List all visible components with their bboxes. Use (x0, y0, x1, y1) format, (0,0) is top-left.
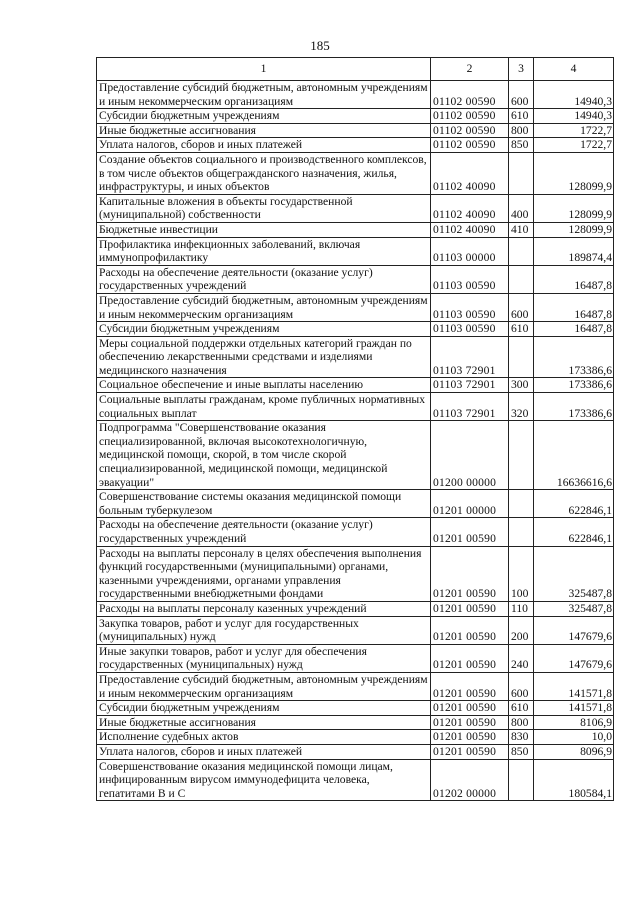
row-type (509, 490, 534, 518)
row-amount: 16487,8 (534, 293, 614, 321)
row-type: 850 (509, 744, 534, 759)
row-name: Субсидии бюджетным учреждениям (97, 109, 431, 124)
row-code: 01103 00000 (431, 237, 509, 265)
row-code: 01202 00000 (431, 759, 509, 801)
header-col-3: 3 (509, 58, 534, 81)
row-amount: 128099,9 (534, 194, 614, 222)
row-amount: 141571,8 (534, 701, 614, 716)
row-name: Уплата налогов, сборов и иных платежей (97, 138, 431, 153)
header-col-2: 2 (431, 58, 509, 81)
row-amount: 325487,8 (534, 546, 614, 601)
row-code: 01102 40090 (431, 222, 509, 237)
row-type: 850 (509, 138, 534, 153)
row-code: 01103 00590 (431, 265, 509, 293)
table-row (97, 730, 614, 745)
row-name: Подпрограмма "Совершенствование оказания специализированной, включая высокотехнологичную, медицинской помощи, скорой, в том числе скорой специализированной, медицинской помощи, медицинской эвакуации" (97, 421, 431, 490)
row-type: 600 (509, 672, 534, 700)
table-row (97, 81, 614, 109)
row-amount: 1722,7 (534, 138, 614, 153)
table-row (97, 759, 614, 801)
table-row (97, 265, 614, 293)
row-amount: 141571,8 (534, 672, 614, 700)
table-row (97, 490, 614, 518)
row-code: 01201 00590 (431, 701, 509, 716)
row-type: 610 (509, 322, 534, 337)
row-type: 400 (509, 194, 534, 222)
row-name: Предоставление субсидий бюджетным, автономным учреждениям и иным некоммерческим организациям (97, 81, 431, 109)
row-code: 01102 00590 (431, 138, 509, 153)
row-name: Расходы на выплаты персоналу казенных учреждений (97, 601, 431, 616)
table-row (97, 546, 614, 601)
table-body (97, 81, 614, 801)
table-row (97, 393, 614, 421)
row-amount: 8096,9 (534, 744, 614, 759)
table-row (97, 152, 614, 194)
row-name: Бюджетные инвестиции (97, 222, 431, 237)
row-name: Капитальные вложения в объекты государственной (муниципальной) собственности (97, 194, 431, 222)
row-name: Совершенствование оказания медицинской помощи лицам, инфицированным вирусом иммунодефицита человека, гепатитами В и С (97, 759, 431, 801)
row-type (509, 152, 534, 194)
table-row (97, 138, 614, 153)
page-number: 185 (310, 38, 330, 53)
row-amount: 325487,8 (534, 601, 614, 616)
table-row (97, 109, 614, 124)
row-code: 01102 00590 (431, 123, 509, 138)
row-amount: 10,0 (534, 730, 614, 745)
header-row (97, 58, 614, 81)
row-amount: 622846,1 (534, 518, 614, 546)
table-row (97, 701, 614, 716)
row-name: Субсидии бюджетным учреждениям (97, 701, 431, 716)
row-code: 01200 00000 (431, 421, 509, 490)
budget-table (96, 57, 614, 801)
row-amount: 128099,9 (534, 152, 614, 194)
row-name: Субсидии бюджетным учреждениям (97, 322, 431, 337)
table-row (97, 194, 614, 222)
row-amount: 14940,3 (534, 81, 614, 109)
header-col-4: 4 (534, 58, 614, 81)
row-type (509, 237, 534, 265)
row-code: 01103 72901 (431, 378, 509, 393)
row-name: Иные бюджетные ассигнования (97, 123, 431, 138)
row-type: 610 (509, 109, 534, 124)
row-code: 01103 72901 (431, 393, 509, 421)
row-name: Иные бюджетные ассигнования (97, 715, 431, 730)
row-code: 01201 00590 (431, 644, 509, 672)
row-amount: 8106,9 (534, 715, 614, 730)
table-row (97, 744, 614, 759)
row-type: 800 (509, 123, 534, 138)
row-amount: 180584,1 (534, 759, 614, 801)
row-type: 320 (509, 393, 534, 421)
table-row (97, 123, 614, 138)
row-code: 01201 00590 (431, 616, 509, 644)
row-name: Социальное обеспечение и иные выплаты населению (97, 378, 431, 393)
row-code: 01201 00590 (431, 546, 509, 601)
row-name: Закупка товаров, работ и услуг для государственных (муниципальных) нужд (97, 616, 431, 644)
row-type: 600 (509, 293, 534, 321)
row-amount: 147679,6 (534, 616, 614, 644)
row-code: 01201 00000 (431, 490, 509, 518)
header-col-1: 1 (97, 58, 431, 81)
row-amount: 147679,6 (534, 644, 614, 672)
row-name: Профилактика инфекционных заболеваний, включая иммунопрофилактику (97, 237, 431, 265)
table-row (97, 601, 614, 616)
row-name: Социальные выплаты гражданам, кроме публичных нормативных социальных выплат (97, 393, 431, 421)
row-code: 01103 00590 (431, 293, 509, 321)
row-amount: 173386,6 (534, 393, 614, 421)
row-type: 800 (509, 715, 534, 730)
row-code: 01201 00590 (431, 518, 509, 546)
table-row (97, 672, 614, 700)
row-type: 830 (509, 730, 534, 745)
row-code: 01201 00590 (431, 730, 509, 745)
row-code: 01103 72901 (431, 336, 509, 378)
row-type: 200 (509, 616, 534, 644)
row-type (509, 518, 534, 546)
row-amount: 1722,7 (534, 123, 614, 138)
row-type (509, 759, 534, 801)
table-row (97, 421, 614, 490)
row-code: 01201 00590 (431, 715, 509, 730)
table-row (97, 518, 614, 546)
table-row (97, 237, 614, 265)
table-row (97, 322, 614, 337)
row-type: 240 (509, 644, 534, 672)
row-name: Расходы на обеспечение деятельности (оказание услуг) государственных учреждений (97, 265, 431, 293)
row-type (509, 265, 534, 293)
row-amount: 189874,4 (534, 237, 614, 265)
row-type: 410 (509, 222, 534, 237)
row-type: 600 (509, 81, 534, 109)
row-amount: 16487,8 (534, 322, 614, 337)
row-type: 300 (509, 378, 534, 393)
row-code: 01201 00590 (431, 744, 509, 759)
table-row (97, 336, 614, 378)
row-name: Совершенствование системы оказания медицинской помощи больным туберкулезом (97, 490, 431, 518)
row-code: 01201 00590 (431, 672, 509, 700)
row-code: 01103 00590 (431, 322, 509, 337)
row-name: Исполнение судебных актов (97, 730, 431, 745)
row-name: Создание объектов социального и производственного комплексов, в том числе объектов общегражданского назначения, жилья, инфраструктуры, и иных объектов (97, 152, 431, 194)
row-type (509, 421, 534, 490)
row-code: 01102 00590 (431, 81, 509, 109)
row-amount: 622846,1 (534, 490, 614, 518)
row-amount: 16636616,6 (534, 421, 614, 490)
table-row (97, 644, 614, 672)
row-type: 110 (509, 601, 534, 616)
row-code: 01102 40090 (431, 152, 509, 194)
table-row (97, 616, 614, 644)
table-row (97, 222, 614, 237)
row-amount: 173386,6 (534, 336, 614, 378)
row-name: Предоставление субсидий бюджетным, автономным учреждениям и иным некоммерческим организациям (97, 293, 431, 321)
row-name: Уплата налогов, сборов и иных платежей (97, 744, 431, 759)
row-amount: 14940,3 (534, 109, 614, 124)
row-code: 01102 00590 (431, 109, 509, 124)
row-name: Иные закупки товаров, работ и услуг для обеспечения государственных (муниципальных) нужд (97, 644, 431, 672)
row-amount: 128099,9 (534, 222, 614, 237)
row-type: 100 (509, 546, 534, 601)
row-code: 01102 40090 (431, 194, 509, 222)
row-type (509, 336, 534, 378)
row-name: Расходы на выплаты персоналу в целях обеспечения выполнения функций государственными (муниципальными) органами, казенными учреждениями, органами управления государственными внебюджетными фондами (97, 546, 431, 601)
row-name: Меры социальной поддержки отдельных категорий граждан по обеспечению лекарственными средствами и изделиями медицинского назначения (97, 336, 431, 378)
row-amount: 173386,6 (534, 378, 614, 393)
table-row (97, 293, 614, 321)
row-name: Предоставление субсидий бюджетным, автономным учреждениям и иным некоммерческим организациям (97, 672, 431, 700)
row-type: 610 (509, 701, 534, 716)
row-name: Расходы на обеспечение деятельности (оказание услуг) государственных учреждений (97, 518, 431, 546)
row-code: 01201 00590 (431, 601, 509, 616)
row-amount: 16487,8 (534, 265, 614, 293)
table-row (97, 715, 614, 730)
table-row (97, 378, 614, 393)
